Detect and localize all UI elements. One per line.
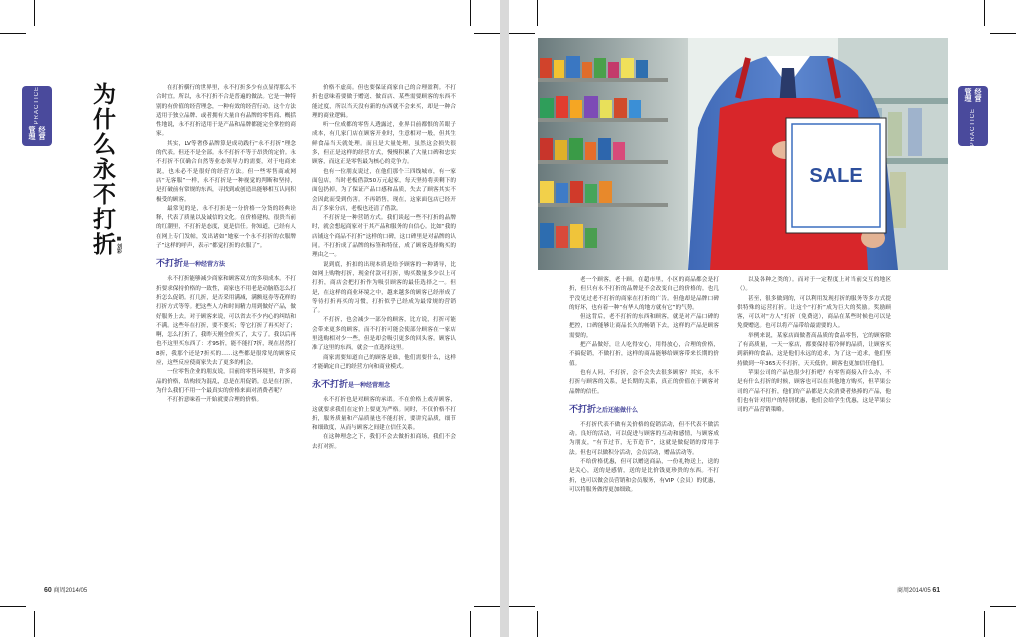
paragraph: 甚至，很多做到的，可以利用发现打折的服务等多方式提供特殊的运营打折。让这个“打折”成为巨大的奖励。奖励顾客，可以对“方人”打折（免费送），商品在某些时候也可以是免费赠送。也可以将产品带给最需要的人。 [737,295,891,330]
paragraph: 在这种理念之下，我们不会去做折扣商场，我们不会去打对折。 [312,434,456,450]
paragraph: 举例来说，某家店面做著高品质的食品零售，它的顾客除了有高质量，一天一家店，都要保持着冷鲜的品质，让顾客买到新鲜的食品，这是他们永远的追求，为了这一追求，他们坚持做到一年365天不打折，天天低价，顾客也更加信任他们。 [737,332,891,367]
section-tab-zh: 经营管理 [28,126,46,141]
crop-mark [0,606,26,607]
crop-mark [984,0,985,26]
page-number: 61 [932,587,941,594]
crop-mark [474,606,500,607]
page-number: 60 [44,587,52,594]
paragraph: 以及各种之类的）。而对于一定程度上对当前交互的地区（）。 [737,277,891,293]
crop-mark [984,611,985,637]
section-tab-en: PRACTICE [34,86,40,125]
crop-mark [537,0,538,26]
section-heading [156,259,296,270]
section-heading [569,405,719,416]
text-column-4 [737,276,891,588]
paragraph: 听一位成都的零售人透露过，业界目前都恨的苦眼子成本，有几家门店在顾客开业时，生意相对一般，但其生鲜食品当天就处理。而且是大量处理，虽然这会损失很多，但正是这样的经营方式，慢慢积累了大量口碑和忠实顾客，而这正是零售最为核心的竞争力。 [312,122,456,166]
paragraph: 商家需要知道自己的顾客是谁，他们需要什么，这样才能确定自己的经营方向和商业模式。 [312,354,456,370]
crop-mark [509,33,535,34]
paragraph: 老一个顾客，老十顾。在超市里，小区的商品都会是打折，但只有永不打折的品牌是不会改变自己的价格的。也几乎没见过老不打折的商家在打折的广告。但他却是品牌口碑的好坏，也有着一种“有华人的地方就有它”的气势。 [569,277,719,311]
heading-accent: 不打折 [156,259,184,270]
article-title: 为什么永不打折 [89,82,115,257]
paragraph: 永不打折能够减少商家和顾客双方的多项成本。不打折要求保持价格的一致性，商家也不用老是动脑筋怎么打折怎么促销。打几折，是否采用满减，满额返券等花样的打折方式等等。把这些人力和时间精力用到做好产品，做好服务上去。对于顾客来说，可以省去不少内心的纠结和不满。这些年在打折，要不要买；等它打折了再买好了；啊，怎么打折了，我昨天刚全价买了，太亏了。我以后再也不这里买东西了：才95折，能不能打7折，现在居然打8折，我那个还是7折买的……这些都是很常见的顾客反应，这些反应使商家失去了更多的机会。 [156,276,296,367]
crop-mark [34,0,35,26]
sale-sign-text: SALE [809,165,863,187]
text-column-1 [156,84,296,589]
page-footer-right [897,585,940,594]
section-tab [22,86,52,146]
crop-mark [990,606,1016,607]
crop-mark [537,611,538,637]
paragraph: 其实，LV等奢侈品牌算是成功践行“永不打折”理念的代表。但还不是全部。永不打折不等于昂贵的定价。永不打折不仅确合自然等业态领导力的需要，对于电商来说，也未必不是很好的经营方法。但一些零售商或网店“无客服”一样，永不打折是一种视觉的判断和坚持，是打破前有常规的东西，寻找到或创造出能够相互认同积极受的顾客。 [156,140,296,203]
paragraph: 苹果公司的产品也很少打折吧？有零售商接入什么办，不是有什么打折的时候，顾客也可以在其他地方购买，但苹果公司的产品不打折，他们的产品都是大众消费者热捧的产品，他们也有针对用户的特别优惠，他们会给学生优惠，这是苹果公司的产品营销策略。 [737,369,891,414]
crop-mark [990,33,1016,34]
paragraph: 不打折代表不做有关价格的促销活动，但不代表不做活动。良好的活动，可以促进与顾客的互动和感情，与顾客成为朋友，“有节过节，无节造节”，这就是做促销的常用手法。但也可以做积分活动，会员活动，赠品活动等。 [569,421,719,456]
paragraph: 永不打折也是对顾客的承诺。不在价格上戏弄顾客，这就要求我们在定价上要更为严格。同时，不仅价格不打折，服务质量和产品质量也不能打折，要讲究品质，细节和细致度，从而与顾客之间建立信任关系。 [312,397,456,432]
heading-rest: 是一种经营理念 [348,382,391,390]
page-footer [44,585,87,594]
page-gutter [500,0,509,637]
heading-accent: 永不打折 [312,380,349,391]
paragraph: 不打折，也会减少一部分的顾客，比方说，打折可能会带来更多的顾客，而不打折可能会使部分顾客在一家店里选购相对少一些，但是却会吸引更多的回头客。顾客认准了这里的东西，就会一直选择这里。 [312,317,456,352]
salesman-photo-illustration [538,38,948,270]
paragraph: 最常见的是，永不打折是一分价格一分货的经典诠释，代表了质量以及诚信的文化。在价格建构，很贵当前的红潮里，不打折是态度，更是信任。你知道，已经有人在网上专门发帖，发出诸如“她家一个永不打折的衣服牌子”这样的呼声，表示“都觉打折的衣服了”。 [156,205,296,250]
paragraph: 也有人问，不打折，会不会失去很多顾客？其实，永不打折与顾客的关系，是长期的关系，真正的价值在于顾客对品牌的信任。 [569,369,719,395]
issue-label: 商周2014/05 [53,588,88,594]
paragraph: 把产品做好，让人吃得安心，用得放心，合理的价格，不搞促销，不做打折，这样的商品能够给顾客带来长期的价值。 [569,342,719,367]
section-tab-right [958,86,988,146]
paragraph: 在打折横行的世界里，永不打折多少有点显得那么不合时宜。所以，永不打折不合是普遍的做法。它是一种特别的有价值的经营理念，一种有效的经营行动。这个方法适用于独立品牌、或者拥有大量自有品牌的零售商、概括性地说，永不打折适用于是产品和品牌都能完全掌控的商家。 [156,85,296,138]
paragraph: 也有一位朋友说过，在他们那个三四线城市，有一家面包店，当时老板借款50万元起家，每天坚持将卖剩下的面包扔掉，为了保证产品口感和品质，失去了顾客其实不会因此而受到伤害。不再销售，现在，这家面包店已经开出了多家分店，老板也还清了借款。 [312,168,456,212]
paragraph: 不打折意味着一开始就要合理的价格。 [167,397,263,404]
text-column-2 [312,84,456,589]
paragraph: 说到底，折扣的出现本质是给予顾客的一种诱导，比如网上购物打折，现金付款可打折，购买数量多少以上可打折，商店会把打折作为吸引顾客的最佳选择之一。但是，在这样的商业环境之中，越来越多的顾客已经形成了等待打折再买的习惯，打折似乎已经成为最常规的营销了。 [312,261,456,315]
section-heading [312,380,456,391]
paragraph: 但这背后，老不打折的东西和顾客，就是对产品口碑的把控，口碑能够让商品长久的畅销下去，这样的产品是顾客需要的。 [569,314,719,339]
section-tab-en: PRACTICE [970,107,976,146]
left-page [0,0,500,637]
heading-rest: 是一种经营方法 [183,261,226,269]
text-column-3 [569,276,719,588]
article-author: ■ 刘彩 [116,236,122,254]
section-tab-zh: 经营管理 [964,88,982,102]
heading-rest: 之后还能做什么 [596,406,639,414]
paragraph: 不打折是一种营销方式。我们谈起一些不打折的品牌时，就会想起商家对于其产品和服务的自信心。比如“我的店铺这个商品不打折”这样的口碑，这口碑里是对品牌的认同。不打折成了品牌的标签和特征，成了顾客选择购买的理由之一。 [312,215,456,259]
article-photo [538,38,948,270]
heading-accent: 不打折 [569,404,597,415]
crop-mark [470,0,471,26]
crop-mark [509,606,535,607]
paragraph: 价格不虚高。但也要保证商家自己的合理盈利。不打折也意味着要做于赠送、做首店、某些需要顾客的东西不能过度，所以当天没有新的东西就不会来买，却是一种合理的商业逻辑。 [312,85,456,119]
crop-mark [0,33,26,34]
issue-label: 商周2014/05 [897,588,931,594]
crop-mark [470,611,471,637]
crop-mark [34,611,35,637]
paragraph: 不给价格优惠，但可以赠送商品，一份礼物送上，送的是关心，送的是感情，送的是比价钱更珍贵的东西。不打折，也可以做会员营销和会员服务，有VIP（会员）的优惠，可以将服务做得更加细致。 [569,459,719,493]
paragraph: 一位零售企业的朋友说，目前的零售环境里，许多商品的价格，结构较为混乱，总是在用促销。总是在打折，为什么我们不用一个最真实的价格来面对消费者呢？ [156,369,296,394]
crop-mark [474,33,500,34]
